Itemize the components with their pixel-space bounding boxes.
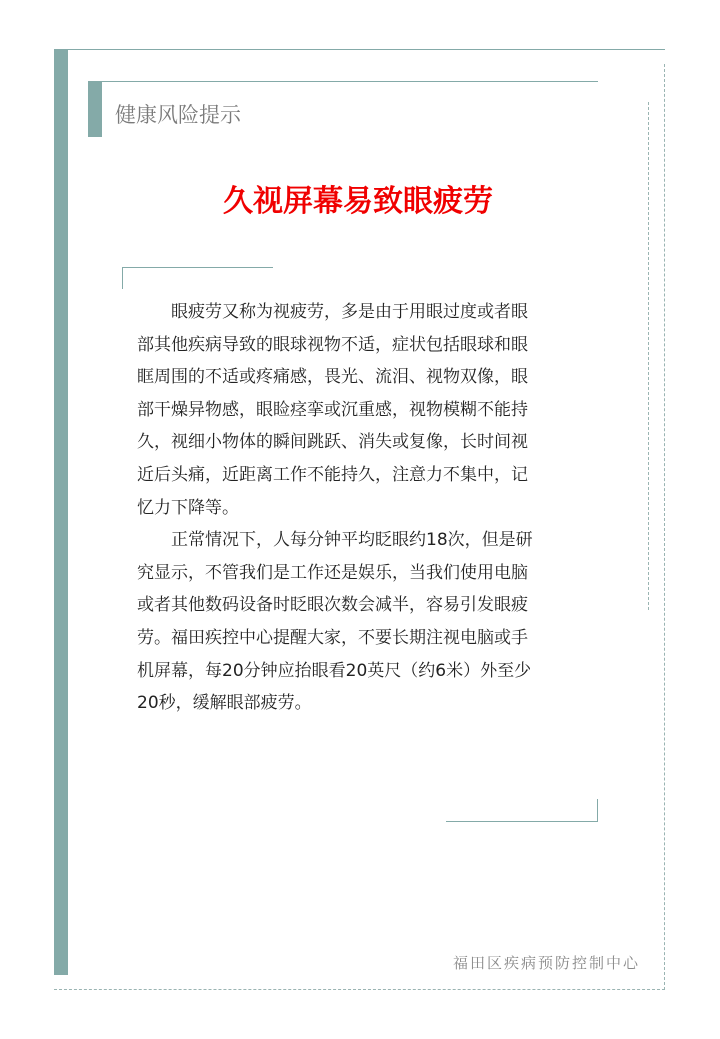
article-body [137, 296, 577, 720]
bottom-dashed-border [54, 989, 665, 990]
body-line: 或者其他数码设备时眨眼次数会减半，容易引发眼疲 [137, 595, 528, 616]
body-line: 20秒，缓解眼部疲劳。 [137, 693, 312, 714]
body-line: 劳。福田疾控中心提醒大家，不要长期注视电脑或手 [137, 627, 528, 648]
body-line: 部干燥异物感，眼睑痉挛或沉重感，视物模糊不能持 [137, 399, 528, 420]
right-dashed-border [664, 64, 665, 990]
header-line [88, 81, 598, 82]
corner-bracket-top [122, 267, 273, 268]
corner-bracket-top-vertical [122, 267, 123, 289]
inner-dashed-border [648, 102, 649, 610]
left-accent-bar [54, 49, 68, 975]
body-line: 眼疲劳又称为视疲劳，多是由于用眼过度或者眼 [137, 302, 528, 322]
body-line: 久，视细小物体的瞬间跳跃、消失或复像，长时间视 [137, 432, 528, 453]
footer-organization: 福田区疾病预防控制中心 [452, 954, 640, 972]
corner-bracket-bottom-vertical [597, 799, 598, 822]
body-line: 忆力下降等。 [137, 497, 239, 518]
section-label: 健康风险提示 [115, 103, 241, 127]
body-line: 究显示，不管我们是工作还是娱乐，当我们使用电脑 [137, 562, 528, 583]
body-line: 部其他疾病导致的眼球视物不适，症状包括眼球和眼 [137, 334, 528, 355]
corner-bracket-bottom [446, 821, 598, 822]
top-border [54, 49, 665, 50]
article-title: 久视屏幕易致眼疲劳 [223, 184, 493, 219]
header-accent-bar [88, 81, 102, 137]
body-line: 机屏幕，每20分钟应抬眼看20英尺（约6米）外至少 [137, 660, 532, 681]
body-line: 正常情况下，人每分钟平均眨眼约18次，但是研 [137, 530, 533, 551]
body-line: 近后头痛，近距离工作不能持久，注意力不集中，记 [137, 464, 528, 485]
body-line: 眶周围的不适或疼痛感，畏光、流泪、视物双像，眼 [137, 367, 528, 388]
